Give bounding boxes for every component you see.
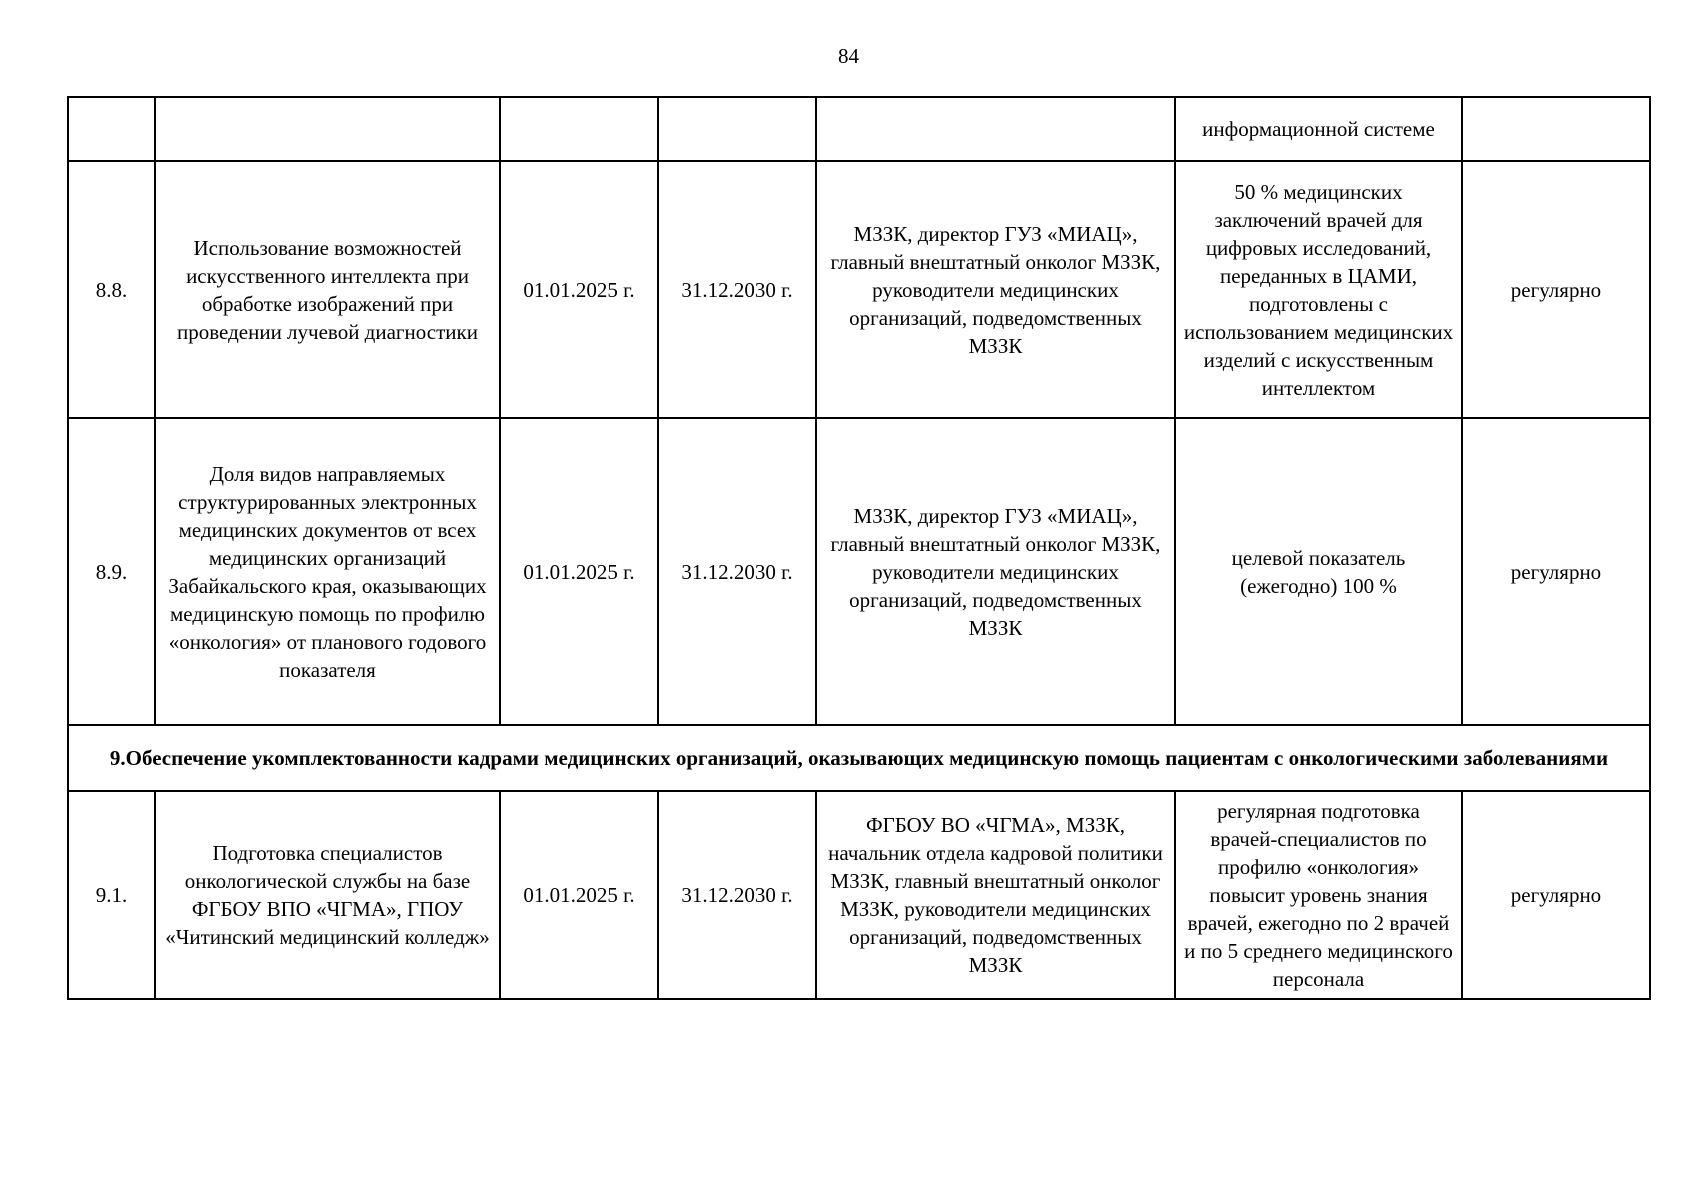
table-row [68, 791, 1650, 999]
cell-start-date [500, 97, 658, 161]
cell-start-date: 01.01.2025 г. [500, 791, 658, 999]
cell-responsible: МЗЗК, директор ГУЗ «МИАЦ», главный внештатный онколог МЗЗК, руководители медицинских организаций, подведомственных МЗЗК [816, 161, 1175, 418]
cell-number [68, 97, 155, 161]
table-row [68, 97, 1650, 161]
cell-activity: Подготовка специалистов онкологической службы на базе ФГБОУ ВПО «ЧГМА», ГПОУ «Читинский медицинский колледж» [155, 791, 500, 999]
cell-frequency [1462, 97, 1650, 161]
cell-number: 8.8. [68, 161, 155, 418]
cell-responsible [816, 97, 1175, 161]
cell-result: регулярная подготовка врачей-специалистов по профилю «онкология» повысит уровень знания врачей, ежегодно по 2 врачей и по 5 среднего медицинского персонала [1175, 791, 1462, 999]
cell-frequency: регулярно [1462, 791, 1650, 999]
cell-frequency: регулярно [1462, 418, 1650, 725]
cell-result: 50 % медицинских заключений врачей для цифровых исследований, переданных в ЦАМИ, подготовлены с использованием медицинских изделий с искусственным интеллектом [1175, 161, 1462, 418]
cell-end-date: 31.12.2030 г. [658, 161, 816, 418]
cell-responsible: МЗЗК, директор ГУЗ «МИАЦ», главный внештатный онколог МЗЗК, руководители медицинских организаций, подведомственных МЗЗК [816, 418, 1175, 725]
cell-number: 9.1. [68, 791, 155, 999]
cell-activity: Доля видов направляемых структурированных электронных медицинских документов от всех медицинских организаций Забайкальского края, оказывающих медицинскую помощь по профилю «онкология» от планового годового показателя [155, 418, 500, 725]
cell-activity: Использование возможностей искусственного интеллекта при обработке изображений при проведении лучевой диагностики [155, 161, 500, 418]
cell-responsible: ФГБОУ ВО «ЧГМА», МЗЗК, начальник отдела кадровой политики МЗЗК, главный внештатный онколог МЗЗК, руководители медицинских организаций, подведомственных МЗЗК [816, 791, 1175, 999]
cell-start-date: 01.01.2025 г. [500, 418, 658, 725]
cell-end-date [658, 97, 816, 161]
section-title: 9.Обеспечение укомплектованности кадрами медицинских организаций, оказывающих медицинскую помощь пациентам с онкологическими заболеваниями [68, 725, 1650, 791]
measures-table [67, 96, 1651, 1000]
section-header-row [68, 725, 1650, 791]
table-row [68, 418, 1650, 725]
cell-activity [155, 97, 500, 161]
cell-end-date: 31.12.2030 г. [658, 791, 816, 999]
cell-end-date: 31.12.2030 г. [658, 418, 816, 725]
cell-start-date: 01.01.2025 г. [500, 161, 658, 418]
cell-result: целевой показатель (ежегодно) 100 % [1175, 418, 1462, 725]
cell-result: информационной системе [1175, 97, 1462, 161]
table-row [68, 161, 1650, 418]
cell-number: 8.9. [68, 418, 155, 725]
page-number: 84 [838, 44, 859, 68]
cell-frequency: регулярно [1462, 161, 1650, 418]
